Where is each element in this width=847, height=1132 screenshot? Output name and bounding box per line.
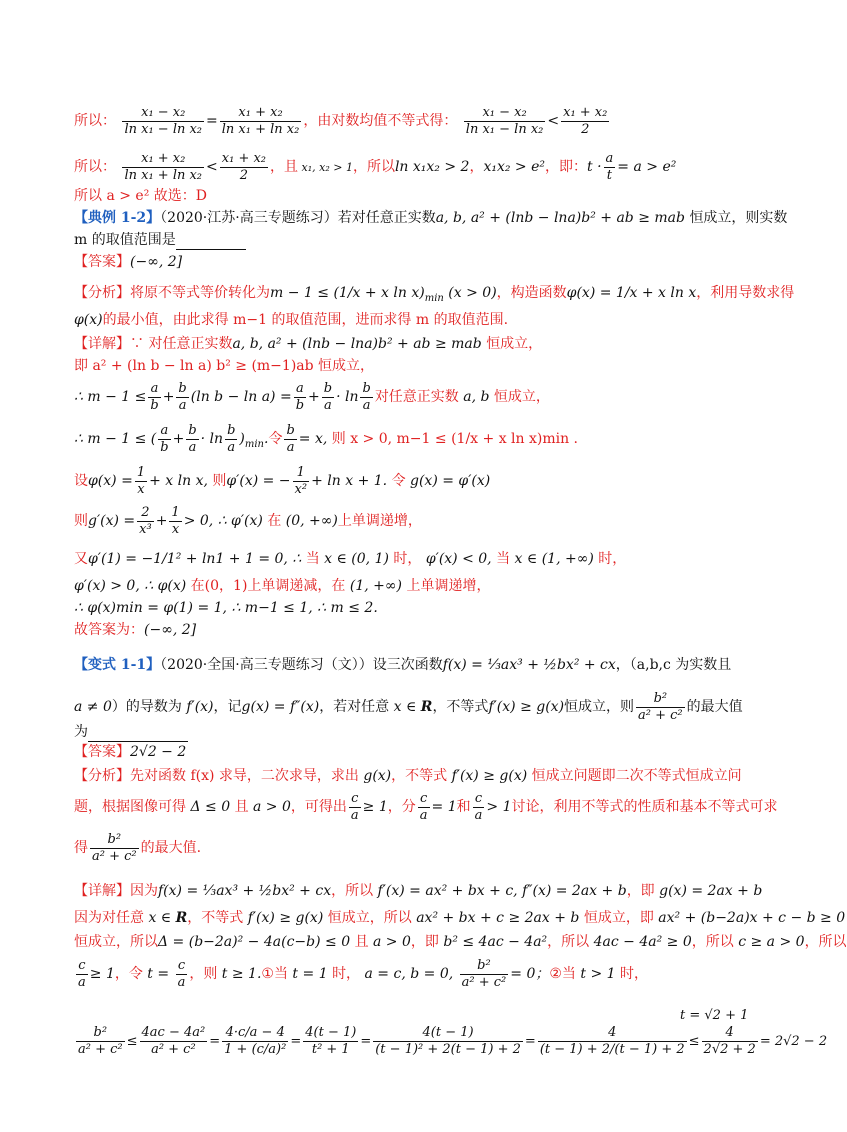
detail-1-2-line9: ∴ φ(x)min = φ(1) = 1, ∴ m−1 ≤ 1, ∴ m ≤ 2. — [74, 600, 378, 616]
example-tag: 【典例 1-2】 — [74, 210, 161, 226]
analysis-1-2-line2: φ(x)的最小值，由此求得 m−1 的取值范围，进而求得 m 的取值范围. — [74, 312, 509, 328]
analysis-variant-line1: 【分析】先对函数 f(x) 求导，二次求导，求出 g(x)，不等式 f′(x) ≥ g(x) 恒成立问题即二次不等式恒成立问 — [74, 768, 742, 784]
detail-variant-line4: $\frac{c}{a}$ ≥ 1，令 t = $\frac{c}{a}$ ，则 t ≥ 1.①当 t = 1 时， a = c, b = 0, $\frac{\text{b²}}{\text{a² + c²}}$ = 0；②当 t > 1 时， — [78, 957, 648, 990]
detail-1-2-line6: 则g′(x) = $\frac{2}{\text{x³}}$ + $\frac{1}{x}$ > 0, ∴ φ′(x) 在 (0, +∞)上单调递增， — [74, 504, 422, 537]
variant-1-1-line2: a ≠ 0）的导数为 f′(x)，记g(x) = f″(x)，若对任意 x ∈ R，不等式f′(x) ≥ g(x)恒成立，则 $\frac{\text{b²}}{\text{a² + c²}}$ 的最大值 — [74, 690, 743, 723]
detail-1-2-line3: ∴ m − 1 ≤ $\frac{a}{b}$ + $\frac{b}{a}$ (ln b − ln a) = $\frac{a}{b}$ + $\frac{b}{a}$ · ln $\frac{b}{a}$ 对任意正实数 a, b 恒成立， — [74, 380, 550, 413]
example-1-2-header: 【典例 1-2】（2020·江苏·高三专题练习）若对任意正实数a, b, a² + (lnb − lna)b² + ab ≥ mab 恒成立，则实数 — [74, 210, 788, 226]
answer-1-2: 【答案】(−∞, 2] — [74, 254, 183, 270]
detail-1-2-line8: φ′(x) > 0, ∴ φ(x) 在(0，1)上单调递减，在 (1, +∞) 上单调递增， — [74, 578, 491, 594]
line-1: 所以： $\frac{\text{x₁ − x₂}}{\text{ln x₁ − ln x₂}}$ = $\frac{\text{x₁ + x₂}}{\text{ln x₁ + ln x₂}}$ ，由对数均值不等式得： $\frac{\text{x₁ − x₂}}{\text{ln x₁ − ln x₂}}$ < $\frac{\text{x₁ + x₂}}{2}$ — [74, 104, 608, 137]
line-2: 所以： $\frac{\text{x₁ + x₂}}{\text{ln x₁ + ln x₂}}$ < $\frac{\text{x₁ + x₂}}{2}$ ，且 x₁, x₂ > 1，所以ln x₁x₂ > 2，x₁x₂ > e²，即：t · $\frac{a}{t}$ = a > e² — [74, 150, 677, 183]
answer-blank — [88, 727, 188, 742]
detail-variant-line1: 【详解】因为f(x) = ⅓ax³ + ½bx² + cx，所以 f′(x) = ax² + bx + c, f″(x) = 2ax + b，即 g(x) = 2ax + b — [74, 883, 763, 899]
variant-1-1-line3: 为 — [74, 722, 740, 742]
detail-tag: 【详解】 — [74, 336, 130, 352]
detail-1-2-line2: 即 a² + (ln b − ln a) b² ≥ (m−1)ab 恒成立， — [74, 358, 375, 374]
detail-1-2-line10: 故答案为：(−∞, 2] — [74, 622, 197, 638]
variant-tag: 【变式 1-1】 — [74, 657, 161, 673]
detail-1-2-line5: 设φ(x) = $\frac{1}{x}$ + x ln x, 则φ′(x) = − $\frac{1}{\text{x²}}$ + ln x + 1. 令 g(x) = φ′(x) — [74, 464, 491, 497]
example-1-2-line2: m 的取值范围是 — [74, 230, 740, 250]
detail-1-2-line7: 又φ′(1) = −1/1² + ln1 + 1 = 0, ∴ 当 x ∈ (0, 1) 时， φ′(x) < 0, 当 x ∈ (1, +∞) 时， — [74, 551, 627, 567]
analysis-1-2: 【分析】将原不等式等价转化为m − 1 ≤ (1/x + x $\ln x)_{min}$ (x > 0)，构造函数φ(x) = 1/x + x ln x，利用导数求得 — [74, 285, 795, 304]
analysis-variant-line2: 题，根据图像可得 Δ ≤ 0 且 a > 0，可得出 $\frac{c}{a}$ ≥ 1，分 $\frac{c}{a}$ = 1和 $\frac{c}{a}$ > 1讨论，利用不等式的性质和基本不等式可求 — [74, 790, 778, 823]
answer-variant: 【答案】2√2 − 2 — [74, 744, 187, 760]
detail-variant-line2: 因为对任意 x ∈ R，不等式 f′(x) ≥ g(x) 恒成立，所以 ax² + bx + c ≥ 2ax + b 恒成立，即 ax² + (b−2a)x + c − b ≥ 0 — [74, 910, 846, 926]
variant-1-1-header: 【变式 1-1】（2020·全国·高三专题练习（文））设三次函数f(x) = ⅓ax³ + ½bx² + cx，（a,b,c 为实数且 — [74, 657, 732, 673]
line-3: 所以 a > e² 故选：D — [74, 188, 207, 204]
analysis-tag: 【分析】 — [74, 285, 130, 301]
answer-blank — [176, 235, 246, 250]
analysis-variant-line3: 得 $\frac{\text{b²}}{\text{a² + c²}}$ 的最大值. — [74, 831, 202, 864]
detail-1-2-line1: 【详解】∵ 对任意正实数a, b, a² + (lnb − lna)b² + ab ≥ mab 恒成立， — [74, 336, 543, 352]
detail-variant-line3: 恒成立，所以Δ = (b−2a)² − 4a(c−b) ≤ 0 且 a > 0，即 b² ≤ 4ac − 4a²，所以 4ac − 4a² ≥ 0，所以 c ≥ a > 0，所以 — [74, 934, 847, 950]
detail-variant-line5: $\frac{\text{b²}}{\text{a² + c²}}$ ≤ $\frac{\text{4ac − 4a²}}{\text{a² + c²}}$ = $\frac{4\cdot c/a - 4}{\text{1 + (c/a)²}}$ = $\frac{4(t - 1)}{\text{t² + 1}}$ = $\frac{4(t - 1)}{\text{(t − 1)² + 2(t − 1) + 2}}$ = $\frac{4}{(t - 1) + 2/(t - 1) + 2}$ ≤ $\frac{4}{2√2 + 2}$ = 2√2 − 2 — [78, 1025, 828, 1057]
detail-variant-side-note: t = √2 + 1 — [680, 1008, 749, 1023]
detail-1-2-line4: ∴ m − 1 ≤ ( $\frac{a}{b}$ + $\frac{b}{a}$ · ln $\frac{b}{a}$ )$_{min}$.令 $\frac{b}{a}$ = x, 则 x > 0, m−1 ≤ (1/x + x ln x)min . — [74, 422, 579, 455]
answer-tag: 【答案】 — [74, 254, 130, 270]
